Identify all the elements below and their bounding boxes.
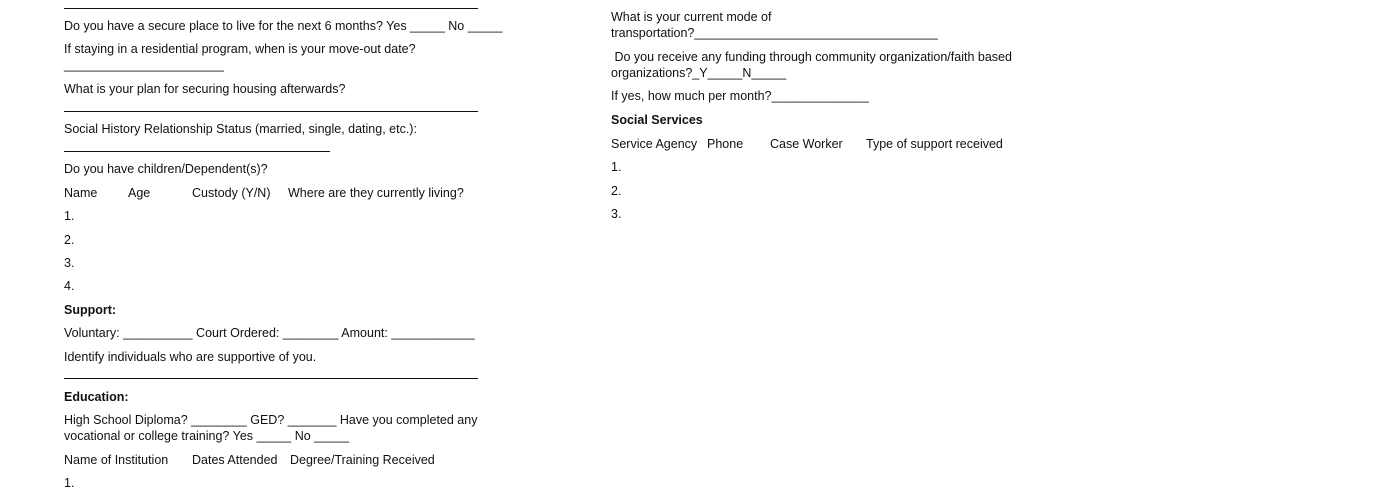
move-out-blank: _______________________: [64, 58, 224, 72]
children-header-living: Where are they currently living?: [288, 186, 464, 200]
children-row-4: 4.: [64, 279, 75, 293]
education-heading: Education:: [64, 390, 129, 404]
services-row-3: 3.: [611, 207, 622, 221]
services-header-support-type: Type of support received: [866, 137, 1003, 151]
children-header-custody: Custody (Y/N): [192, 186, 271, 200]
services-header-phone: Phone: [707, 137, 744, 151]
social-history-question: Social History Relationship Status (married, single, dating, etc.):: [64, 122, 417, 136]
support-line: Voluntary: __________ Court Ordered: ________ Amount: ____________: [64, 326, 475, 340]
housing-plan-rule: [64, 111, 478, 112]
children-row-2: 2.: [64, 233, 75, 247]
how-much-question: If yes, how much per month?______________: [611, 89, 869, 103]
education-header-degree: Degree/Training Received: [290, 453, 435, 467]
children-row-3: 3.: [64, 256, 75, 270]
housing-plan-question: What is your plan for securing housing afterwards?: [64, 82, 346, 96]
services-header-case-worker: Case Worker: [770, 137, 843, 151]
services-row-1: 1.: [611, 160, 622, 174]
services-header-agency: Service Agency: [611, 137, 698, 151]
top-rule: [64, 8, 478, 9]
children-question: Do you have children/Dependent(s)?: [64, 162, 268, 176]
education-line-2: vocational or college training? Yes _____ No _____: [64, 429, 349, 443]
transport-question-line-2: transportation?___________________________________: [611, 26, 938, 40]
transport-question-line-1: What is your current mode of: [611, 10, 772, 24]
secure-place-question: Do you have a secure place to live for the next 6 months? Yes _____ No _____: [64, 19, 503, 33]
support-heading: Support:: [64, 303, 117, 317]
children-header-name: Name: [64, 186, 98, 200]
children-header-age: Age: [128, 186, 151, 200]
supportive-individuals-question: Identify individuals who are supportive of you.: [64, 350, 317, 364]
education-header-institution: Name of Institution: [64, 453, 169, 467]
services-row-2: 2.: [611, 184, 622, 198]
move-out-question: If staying in a residential program, when is your move-out date?: [64, 42, 416, 56]
education-header-dates: Dates Attended: [192, 453, 278, 467]
social-services-heading: Social Services: [611, 113, 703, 127]
funding-question-line-2: organizations?_Y_____N_____: [611, 66, 787, 80]
funding-question-line-1: Do you receive any funding through community organization/faith based: [611, 50, 1012, 64]
supportive-individuals-rule: [64, 378, 478, 379]
education-row-1: 1.: [64, 476, 75, 490]
social-history-rule: [64, 151, 330, 152]
children-row-1: 1.: [64, 209, 75, 223]
education-line-1: High School Diploma? ________ GED? _______ Have you completed any: [64, 413, 478, 427]
